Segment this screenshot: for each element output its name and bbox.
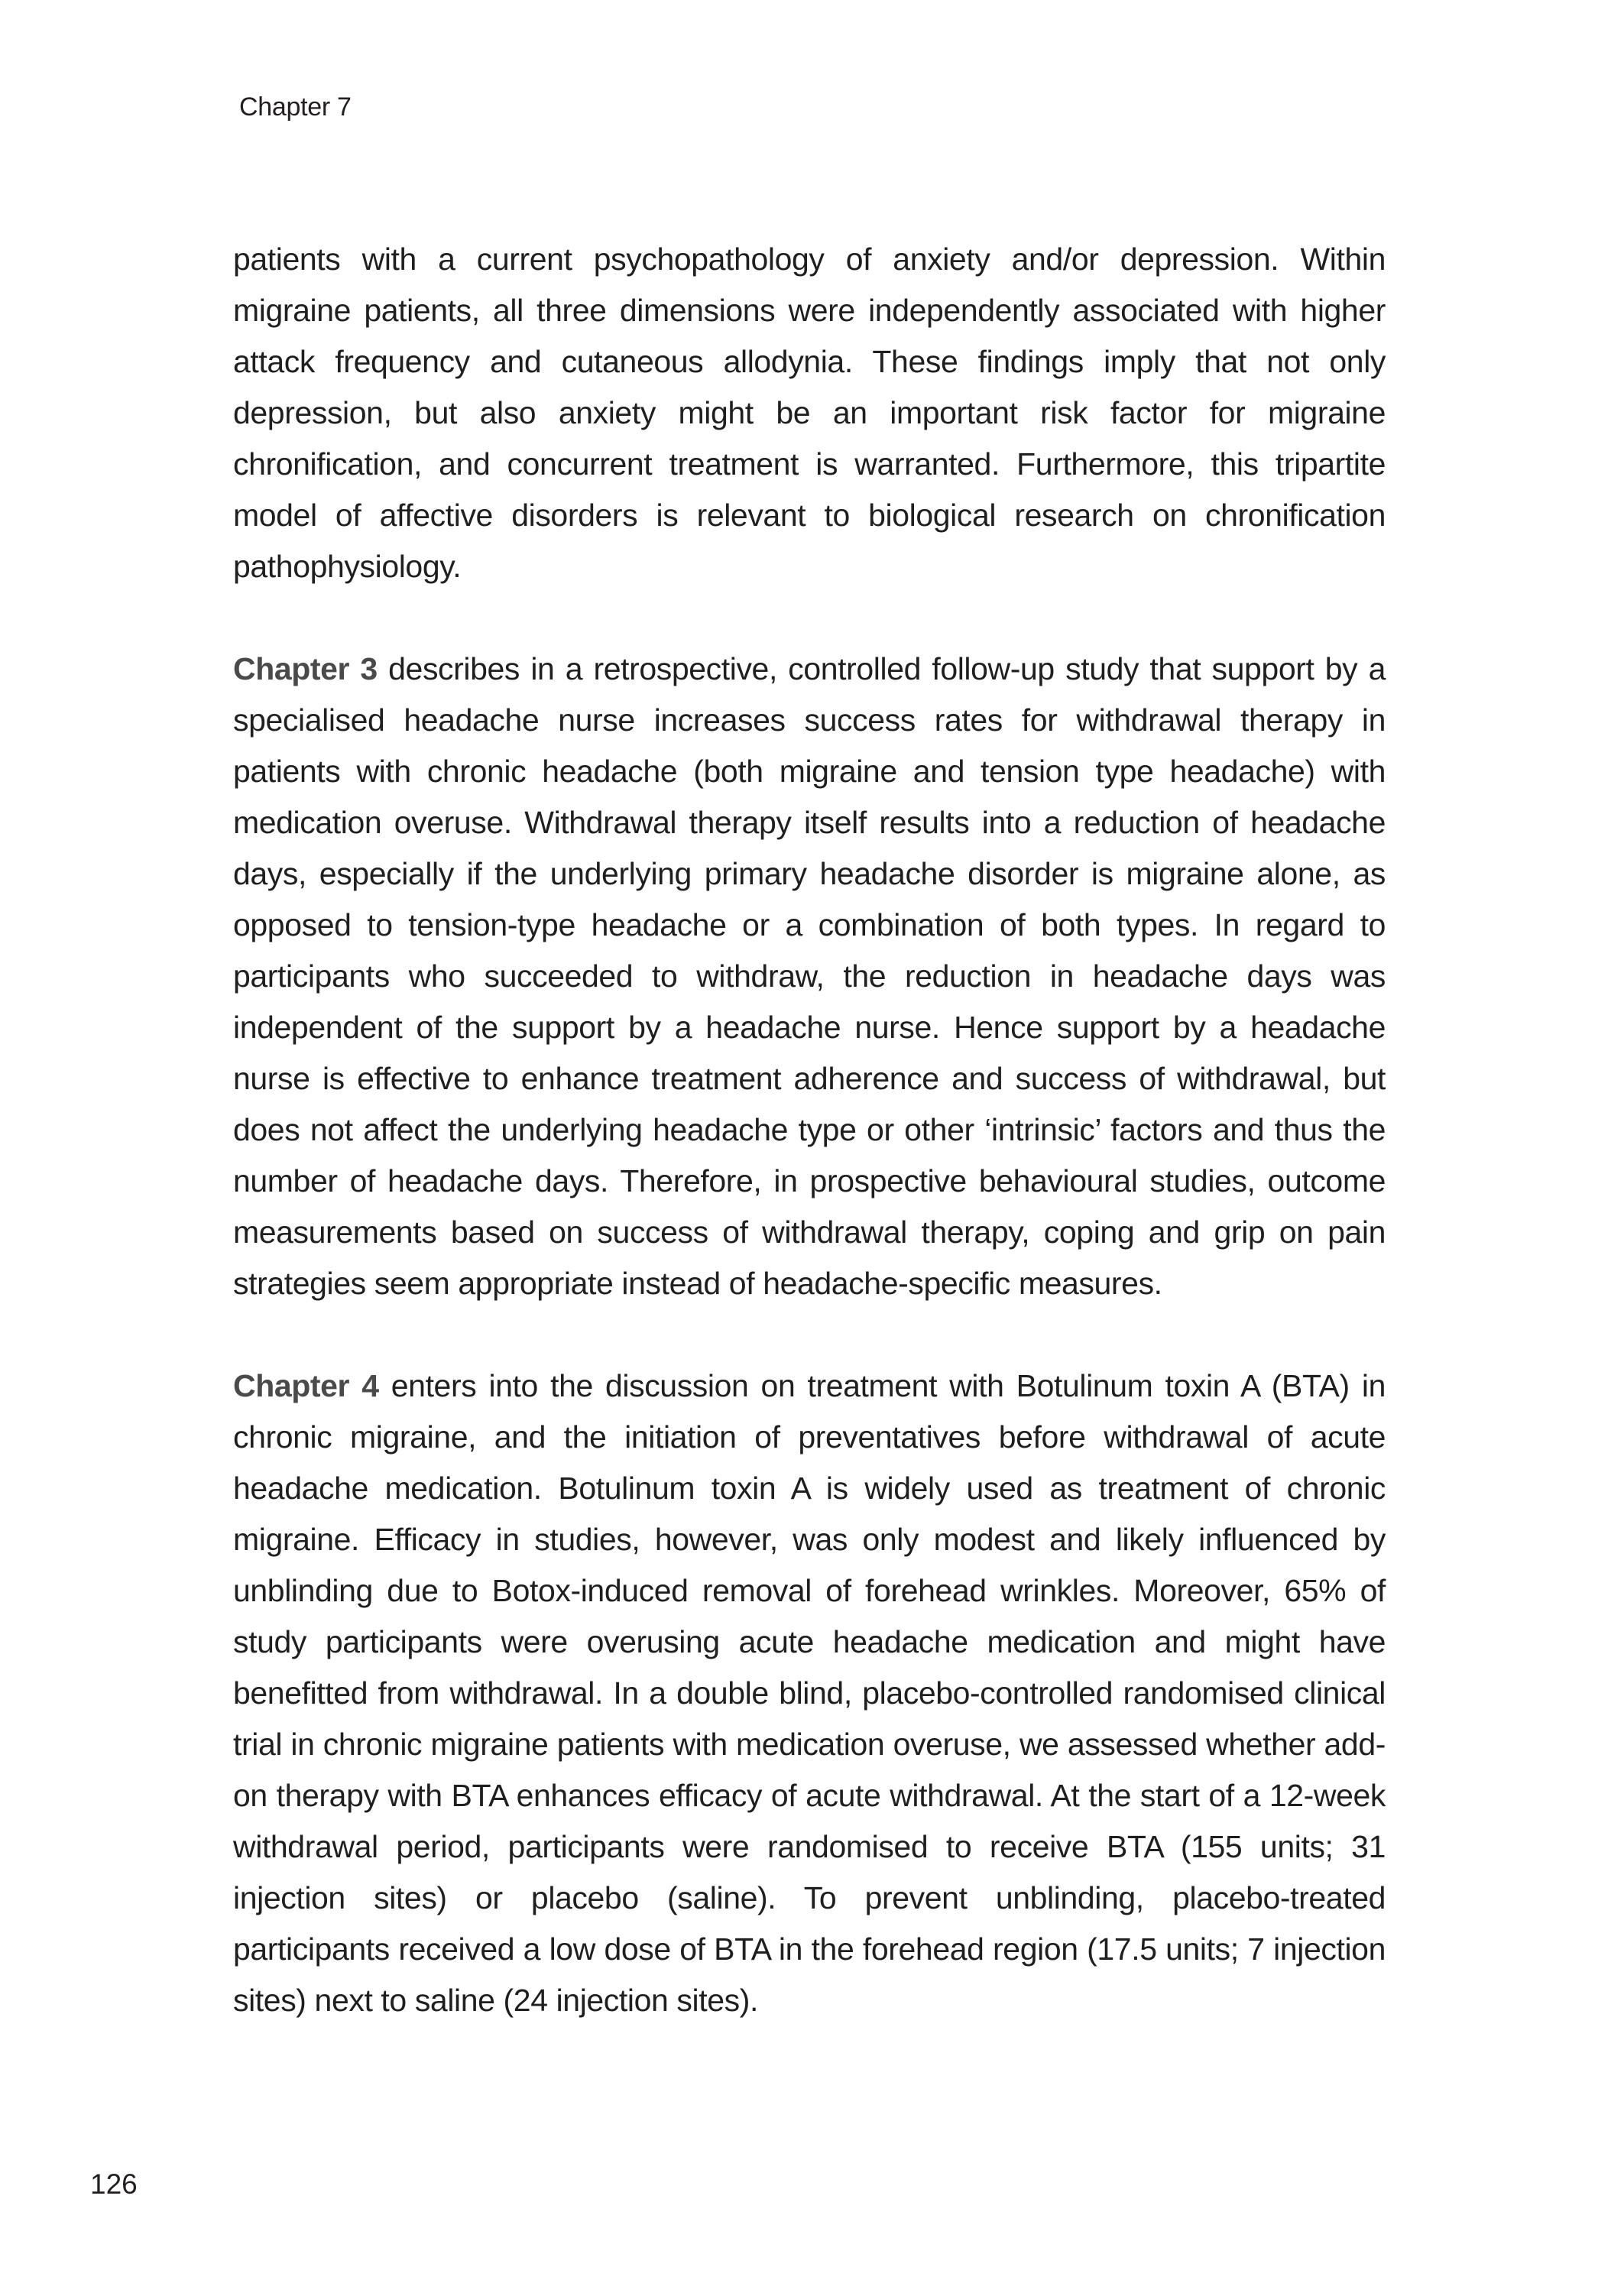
paragraph-chapter-3 [233,644,1386,1309]
running-header: Chapter 7 [239,92,352,122]
paragraph-anxiety-depression [233,234,1386,592]
page-body [233,234,1386,2026]
chapter-3-lead: Chapter 3 [233,651,378,686]
paragraph-text: enters into the discussion on treatment with Botulinum toxin A (BTA) in chronic migraine, and the initiation of preventatives before withdrawal of acute headache medication. Botulinum toxin A is widely used as treatment of chronic migraine. Efficacy in studies, however, was only modest and likely influenced by unblinding due to Botox-induced removal of forehead wrinkles. Moreover, 65% of study participants were overusing acute headache medication and might have benefitted from withdrawal. In a double blind, placebo-controlled randomised clinical trial in chronic migraine patients with medication overuse, we assessed whether add-on therapy with BTA enhances efficacy of acute withdrawal. At the start of a 12-week withdrawal period, participants were randomised to receive BTA (155 units; 31 injection sites) or placebo (saline). To prevent unblinding, placebo-treated participants received a low dose of BTA in the forehead region (17.5 units; 7 injection sites) next to saline (24 injection sites). [233,1368,1386,2018]
page-number: 126 [90,2168,138,2200]
paragraph-text: describes in a retrospective, controlled follow-up study that support by a specialised headache nurse increases success rates for withdrawal therapy in patients with chronic headache (both migraine and tension type headache) with medication overuse. Withdrawal therapy itself results into a reduction of headache days, especially if the underlying primary headache disorder is migraine alone, as opposed to tension-type headache or a combination of both types. In regard to participants who succeeded to withdraw, the reduction in headache days was independent of the support by a headache nurse. Hence support by a headache nurse is effective to enhance treatment adherence and success of withdrawal, but does not affect the underlying headache type or other ‘intrinsic’ factors and thus the number of headache days. Therefore, in prospective behavioural studies, outcome measurements based on success of withdrawal therapy, coping and grip on pain strategies seem appropriate instead of headache-specific measures. [233,651,1386,1301]
paragraph-text: patients with a current psychopathology of anxiety and/or depression. Within migraine patients, all three dimensions were independently associated with higher attack frequency and cutaneous allodynia. These findings imply that not only depression, but also anxiety might be an important risk factor for migraine chronification, and concurrent treatment is warranted. Furthermore, this tripartite model of affective disorders is relevant to biological research on chronification pathophysiology. [233,242,1386,584]
paragraph-chapter-4 [233,1361,1386,2026]
chapter-4-lead: Chapter 4 [233,1368,379,1403]
